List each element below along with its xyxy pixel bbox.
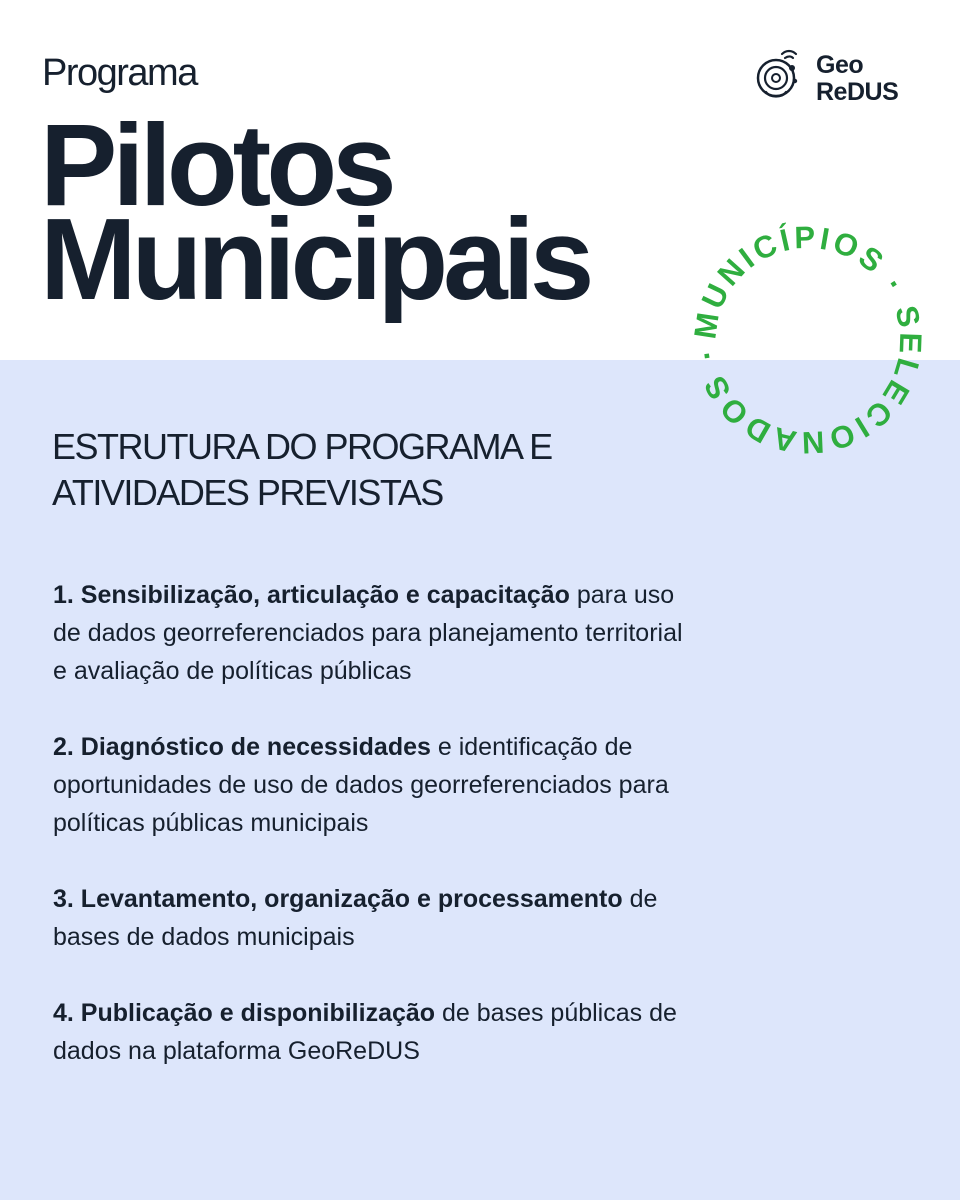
logo-text-line-1: Geo [816, 51, 864, 79]
page-title [40, 100, 590, 324]
title-line-1: Pilotos [40, 100, 392, 230]
section-heading-line-1: ESTRUTURA DO PROGRAMA E [52, 426, 552, 467]
item-text: e identificação de oportunidades de uso de dados georreferenciados para políticas públicas municipais [53, 733, 669, 837]
section-heading-line-2: ATIVIDADES PREVISTAS [52, 472, 443, 513]
svg-text:MUNICÍPIOS · SELECIONADOS · [687, 220, 928, 461]
selected-municipalities-seal [678, 210, 938, 470]
program-kicker: Programa [42, 52, 197, 94]
list-item [53, 576, 693, 690]
item-bold: 4. Publicação e disponibilização [53, 999, 436, 1027]
list-item [53, 728, 693, 842]
georedus-logo [752, 46, 922, 110]
logo-text-line-2: ReDUS [816, 78, 899, 106]
item-text: para uso de dados georreferenciados para planejamento territorial e avaliação de políticas públicas [53, 581, 683, 685]
title-line-2: Municipais [40, 194, 590, 324]
list-item [53, 994, 693, 1070]
item-text: de bases públicas de dados na plataforma GeoReDUS [53, 999, 677, 1065]
seal-text: MUNICÍPIOS · SELECIONADOS · [687, 219, 929, 461]
list-item [53, 880, 693, 956]
section-heading [52, 424, 692, 516]
item-bold: 1. Sensibilização, articulação e capacitação [53, 581, 570, 609]
item-bold: 2. Diagnóstico de necessidades [53, 733, 431, 761]
georedus-logo-icon [752, 46, 806, 104]
logo-wordmark [816, 52, 898, 106]
item-bold: 3. Levantamento, organização e processamento [53, 885, 623, 913]
activities-list [53, 576, 693, 1108]
item-text: de bases de dados municipais [53, 885, 658, 951]
